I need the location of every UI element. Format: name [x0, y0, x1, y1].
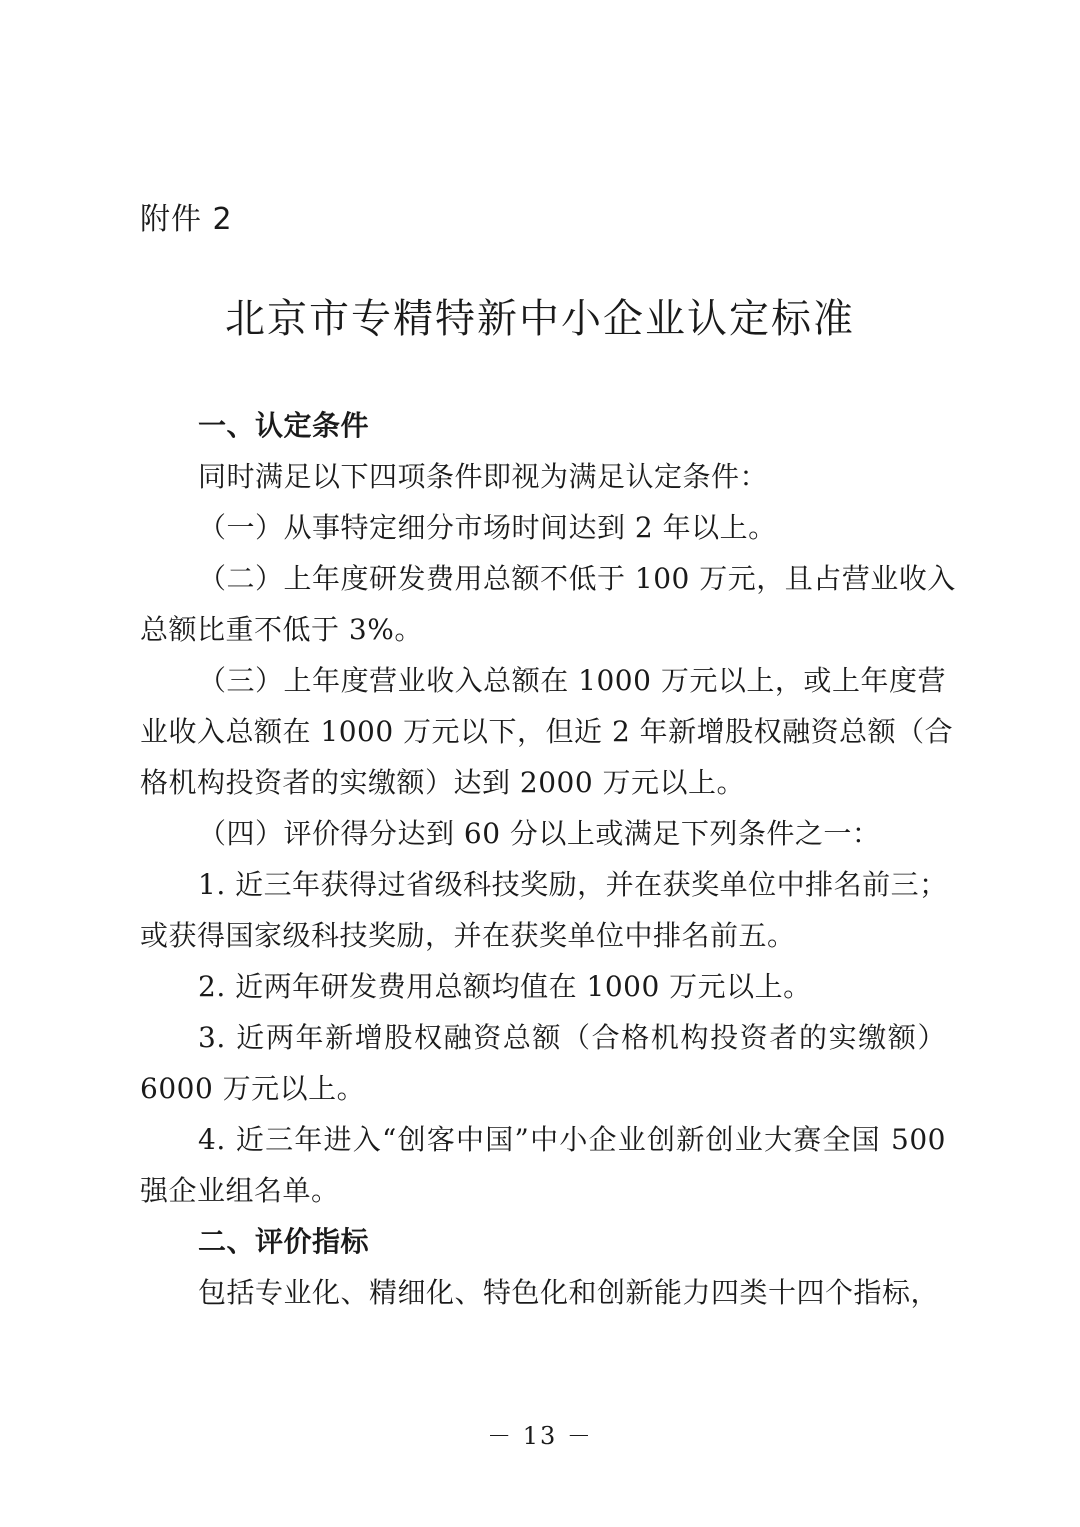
paragraph-line: 2. 近两年研发费用总额均值在 1000 万元以上。 [198, 970, 812, 1003]
paragraph-line: 业收入总额在 1000 万元以下，但近 2 年新增股权融资总额（合 [140, 715, 954, 748]
paragraph-line: 总额比重不低于 3%。 [140, 613, 423, 646]
paragraph-line: （二）上年度研发费用总额不低于 100 万元，且占营业收入 [198, 562, 956, 595]
page-number: － 13 － [487, 1422, 593, 1450]
attachment-label: 附件 2 [140, 202, 233, 237]
paragraph-line: 6000 万元以上。 [140, 1072, 366, 1105]
paragraph-line: 包括专业化、精细化、特色化和创新能力四类十四个指标， [198, 1276, 940, 1309]
section-heading-conditions: 一、认定条件 [198, 409, 370, 442]
paragraph-line: 1. 近三年获得过省级科技奖励，并在获奖单位中排名前三； [198, 868, 948, 901]
document-title: 北京市专精特新中小企业认定标准 [225, 296, 855, 342]
paragraph-line: 4. 近三年进入“创客中国”中小企业创新创业大赛全国 500 [198, 1123, 946, 1156]
paragraph-line: 格机构投资者的实缴额）达到 2000 万元以上。 [140, 766, 746, 799]
paragraph-line: （四）评价得分达到 60 分以上或满足下列条件之一： [198, 817, 881, 850]
paragraph-line: 或获得国家级科技奖励，并在获奖单位中排名前五。 [140, 919, 796, 952]
paragraph-line: 同时满足以下四项条件即视为满足认定条件： [198, 460, 769, 493]
paragraph-line: （三）上年度营业收入总额在 1000 万元以上，或上年度营 [198, 664, 946, 697]
paragraph-line: 强企业组名单。 [140, 1174, 340, 1207]
document-body [140, 400, 956, 1318]
paragraph-line: 3. 近两年新增股权融资总额（合格机构投资者的实缴额） [198, 1021, 946, 1054]
section-heading-indicators: 二、评价指标 [198, 1225, 370, 1258]
paragraph-line: （一）从事特定细分市场时间达到 2 年以上。 [198, 511, 777, 544]
